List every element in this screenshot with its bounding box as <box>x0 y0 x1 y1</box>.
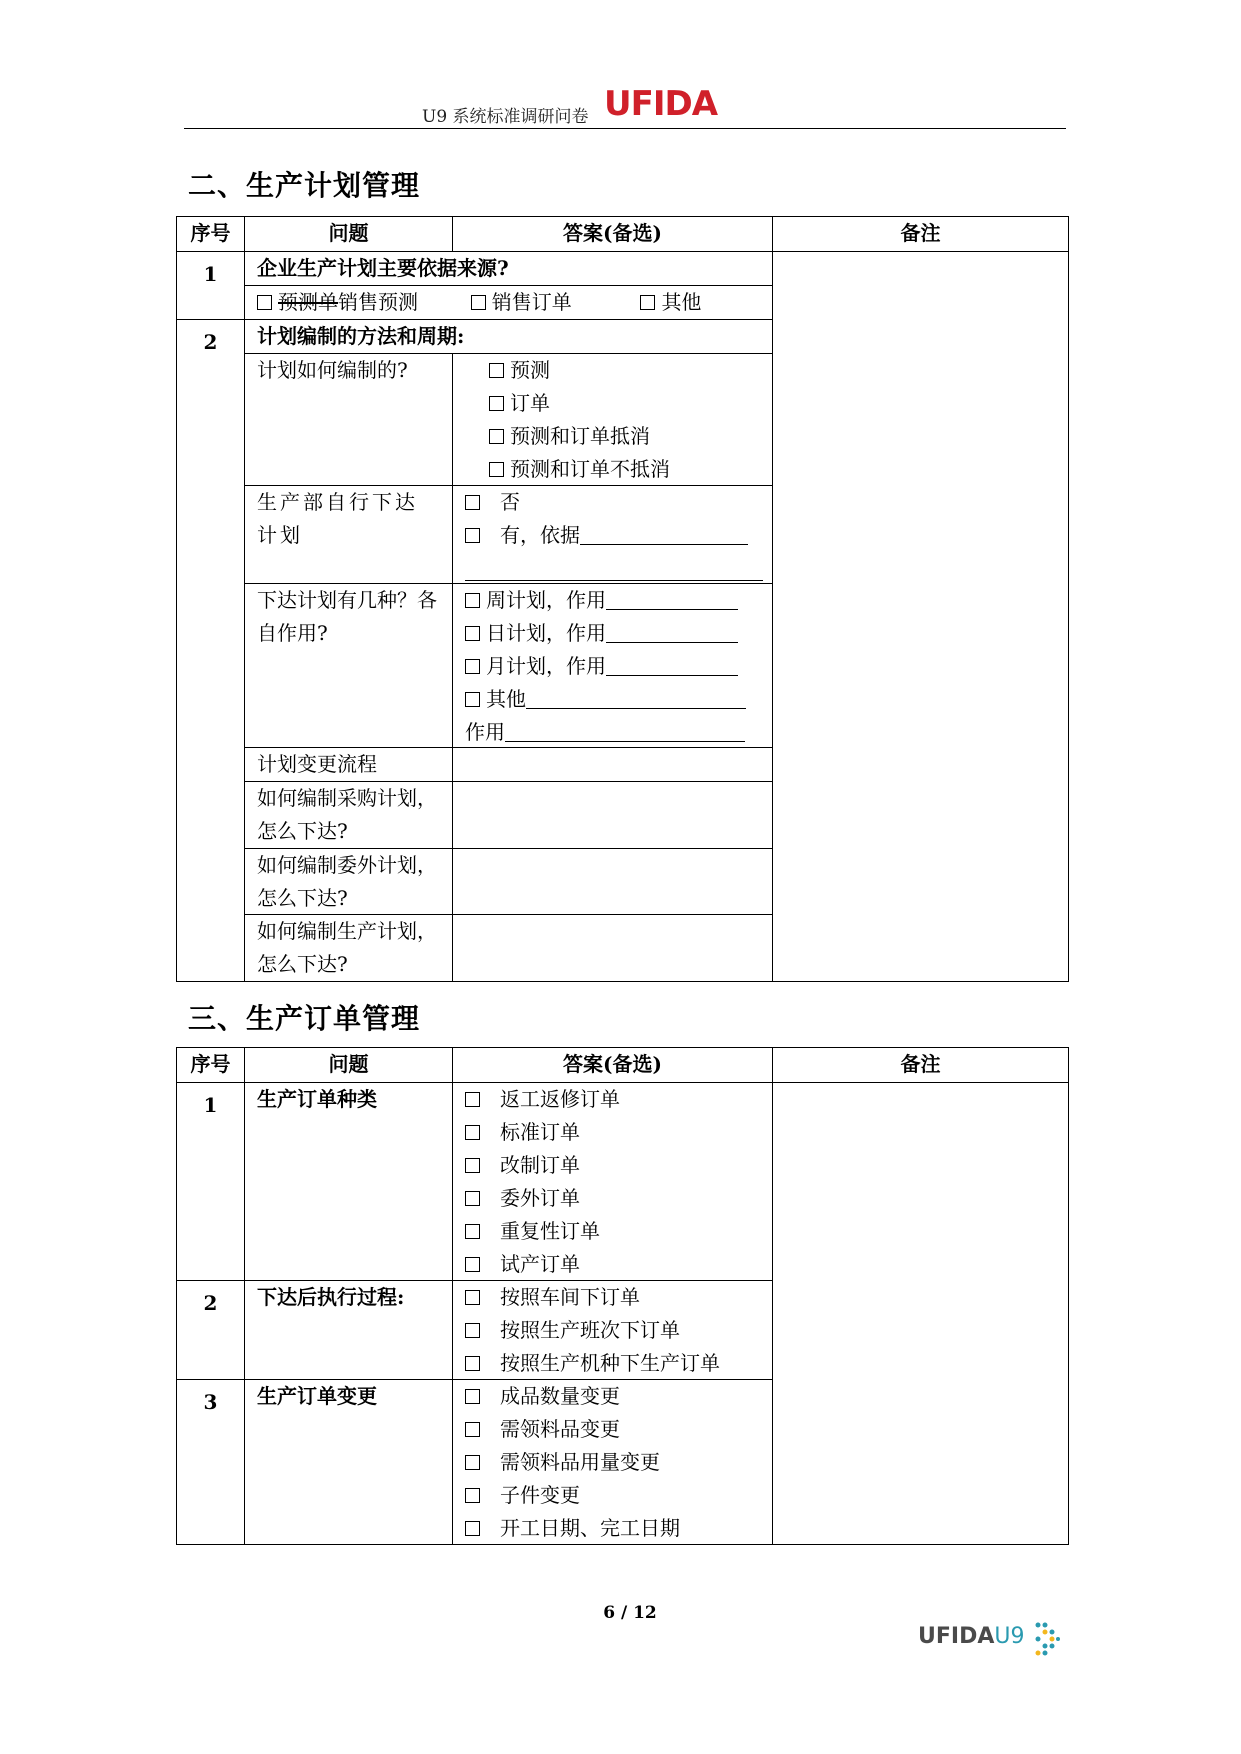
page-header <box>184 82 1066 129</box>
question-text <box>244 1379 453 1545</box>
option-label: 成品数量变更 <box>500 1384 620 1408</box>
section-title-production-orders: 三、生产订单管理 <box>188 1002 421 1035</box>
page-number: 6 / 12 <box>603 1603 657 1623</box>
checkbox-icon[interactable] <box>465 593 480 608</box>
question-label: 生产订单变更 <box>257 1384 377 1408</box>
sub-question-text: 计划变更流程 <box>257 752 377 776</box>
option-label: 销售订单 <box>491 290 572 314</box>
sub-question-text: 如何编制采购计划，怎么下达? <box>257 786 437 843</box>
fill-blank[interactable] <box>606 589 738 610</box>
fill-blank[interactable] <box>606 655 738 676</box>
row-number: 3 <box>176 1379 245 1545</box>
answer-options <box>244 285 773 320</box>
checkbox-icon[interactable] <box>471 295 486 310</box>
checkbox-icon[interactable] <box>465 692 480 707</box>
sub-question-text: 如何编制生产计划，怎么下达? <box>257 919 437 976</box>
sub-question <box>244 914 453 982</box>
fill-blank[interactable] <box>505 721 745 742</box>
checkbox-icon[interactable] <box>465 1356 480 1371</box>
checkbox-icon[interactable] <box>465 1224 480 1239</box>
option-label: 需领料品用量变更 <box>500 1450 660 1474</box>
checkbox-icon[interactable] <box>465 1389 480 1404</box>
fill-blank[interactable] <box>465 560 763 581</box>
sub-question-text: 生产部自行下达计划 <box>257 490 418 547</box>
checkbox-icon[interactable] <box>465 1422 480 1437</box>
checkbox-icon[interactable] <box>465 1092 480 1107</box>
col-header-answer: 答案(备选) <box>452 216 773 252</box>
checkbox-icon[interactable] <box>465 1323 480 1338</box>
option-label: 订单 <box>510 391 550 415</box>
checkbox-icon[interactable] <box>465 1158 480 1173</box>
option-label: 其他 <box>661 290 702 314</box>
sub-question <box>244 848 453 915</box>
checkbox-icon[interactable] <box>257 295 272 310</box>
col-header-question: 问题 <box>244 216 453 252</box>
checkbox-icon[interactable] <box>465 1521 480 1536</box>
col-header-remarks: 备注 <box>772 1047 1069 1083</box>
sub-question <box>244 583 453 748</box>
answer-options <box>452 485 773 584</box>
answer-cell[interactable] <box>452 747 773 782</box>
question-label: 下达后执行过程: <box>257 1285 405 1309</box>
checkbox-icon[interactable] <box>489 363 504 378</box>
fill-blank[interactable] <box>580 524 748 545</box>
answer-options <box>452 1082 773 1281</box>
question-text <box>244 1280 453 1380</box>
checkbox-icon[interactable] <box>465 1290 480 1305</box>
option-label: 销售预测 <box>338 290 418 314</box>
answer-options <box>452 353 773 486</box>
option-label: 子件变更 <box>500 1483 580 1507</box>
checkbox-icon[interactable] <box>489 462 504 477</box>
answer-options <box>452 1379 773 1545</box>
option-label: 按照生产班次下订单 <box>500 1318 680 1342</box>
checkbox-icon[interactable] <box>489 396 504 411</box>
option-label: 需领料品变更 <box>500 1417 620 1441</box>
option-label: 否 <box>500 490 520 514</box>
footer-logo-suffix: U9 <box>994 1624 1025 1649</box>
footer-logo <box>918 1624 1024 1649</box>
struck-option: 预测单 <box>278 290 338 314</box>
sub-question-text: 下达计划有几种？各自作用? <box>257 588 437 645</box>
answer-options <box>452 1280 773 1380</box>
ufida-dots-icon <box>1032 1622 1060 1656</box>
option-label: 有，依据 <box>500 523 580 547</box>
option-label: 按照生产机种下生产订单 <box>500 1351 720 1375</box>
answer-cell[interactable] <box>452 914 773 982</box>
option-label: 返工返修订单 <box>500 1087 620 1111</box>
question-text <box>244 1082 453 1281</box>
checkbox-icon[interactable] <box>640 295 655 310</box>
option-label: 委外订单 <box>500 1186 580 1210</box>
col-header-remarks: 备注 <box>772 216 1069 252</box>
option-label: 其他 <box>486 687 526 711</box>
row-number: 2 <box>176 1280 245 1380</box>
col-header-question: 问题 <box>244 1047 453 1083</box>
answer-cell[interactable] <box>452 848 773 915</box>
remarks-cell[interactable] <box>772 1082 1069 1545</box>
section-title-production-planning: 二、生产计划管理 <box>188 169 421 202</box>
sub-question-text: 如何编制委外计划，怎么下达? <box>257 853 437 910</box>
checkbox-icon[interactable] <box>465 626 480 641</box>
footer-logo-text: UFIDA <box>918 1624 995 1649</box>
option-label: 月计划，作用 <box>486 654 606 678</box>
col-header-no: 序号 <box>176 216 245 252</box>
checkbox-icon[interactable] <box>465 659 480 674</box>
ufida-logo: UFIDA <box>604 84 718 124</box>
fill-blank[interactable] <box>526 688 746 709</box>
answer-cell[interactable] <box>452 781 773 849</box>
option-label: 开工日期、完工日期 <box>500 1516 680 1540</box>
sub-question <box>244 353 453 486</box>
col-header-no: 序号 <box>176 1047 245 1083</box>
option-label: 标准订单 <box>500 1120 580 1144</box>
sub-question-text: 计划如何编制的? <box>257 358 408 382</box>
answer-options <box>452 583 773 748</box>
row-number: 1 <box>176 1082 245 1281</box>
checkbox-icon[interactable] <box>465 1191 480 1206</box>
checkbox-icon[interactable] <box>465 495 480 510</box>
fill-blank[interactable] <box>606 622 738 643</box>
option-label: 按照车间下订单 <box>500 1285 640 1309</box>
option-label: 作用 <box>465 720 505 744</box>
checkbox-icon[interactable] <box>465 1125 480 1140</box>
row-number: 2 <box>176 319 245 982</box>
col-header-answer: 答案(备选) <box>452 1047 773 1083</box>
checkbox-icon[interactable] <box>465 528 480 543</box>
option-label: 周计划，作用 <box>486 588 606 612</box>
checkbox-icon[interactable] <box>489 429 504 444</box>
option-label: 重复性订单 <box>500 1219 600 1243</box>
option-label: 预测和订单不抵消 <box>510 457 670 481</box>
sub-question <box>244 747 453 782</box>
checkbox-icon[interactable] <box>465 1257 480 1272</box>
remarks-cell[interactable] <box>772 251 1069 982</box>
option-label: 试产订单 <box>500 1252 580 1276</box>
checkbox-icon[interactable] <box>465 1455 480 1470</box>
option-label: 预测和订单抵消 <box>510 424 650 448</box>
row-number: 1 <box>176 251 245 320</box>
checkbox-icon[interactable] <box>465 1488 480 1503</box>
question-text: 企业生产计划主要依据来源? <box>244 251 773 286</box>
sub-question <box>244 485 453 584</box>
question-text: 计划编制的方法和周期: <box>244 319 773 354</box>
option-label: 预测 <box>510 358 550 382</box>
header-title: U9 系统标准调研问卷 <box>422 107 589 127</box>
sub-question <box>244 781 453 849</box>
option-label: 日计划，作用 <box>486 621 606 645</box>
option-label: 改制订单 <box>500 1153 580 1177</box>
question-label: 生产订单种类 <box>257 1087 377 1111</box>
